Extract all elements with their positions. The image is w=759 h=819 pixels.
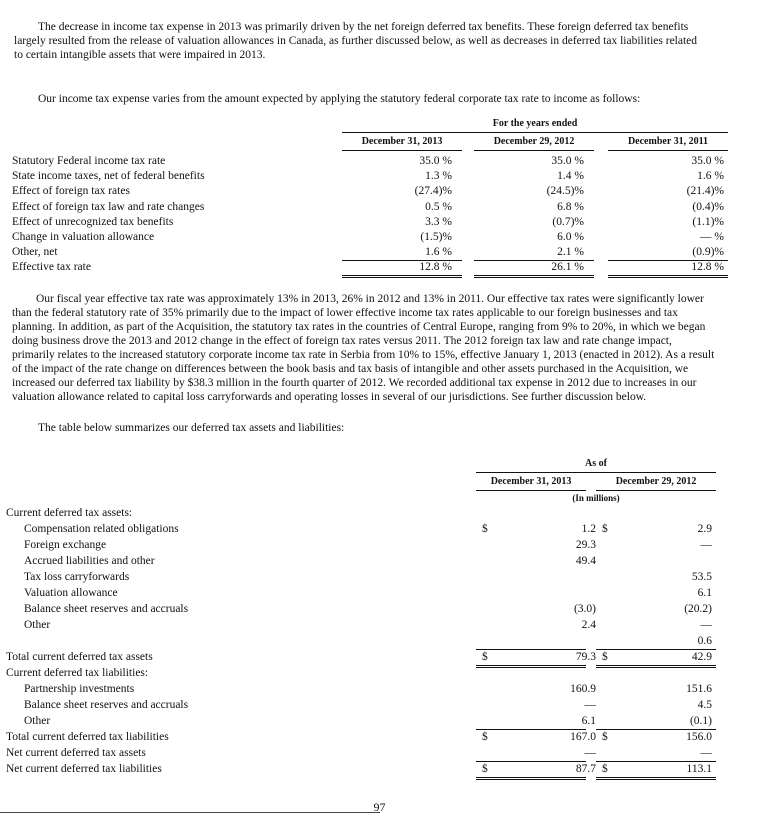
rate-row-label: Effect of foreign tax law and rate changes (12, 200, 205, 213)
deferred-value: 49.4 (575, 555, 596, 567)
deferred-row (6, 762, 716, 776)
rate-row (12, 260, 728, 274)
deferred-value: 2.4 (581, 619, 596, 631)
rate-value: 1.6 % (425, 246, 452, 259)
currency-sign: $ (602, 731, 608, 743)
deferred-row-label: Balance sheet reserves and accruals (24, 603, 189, 615)
deferred-row-label: Current deferred tax assets: (6, 507, 133, 519)
deferred-value: 2.9 (697, 523, 712, 535)
rate-value: (1.5)% (420, 231, 452, 243)
rate-row-label: State income taxes, net of federal benefits (12, 170, 205, 183)
deferred-value: 79.3 (575, 651, 596, 663)
deferred-row (6, 730, 716, 744)
deferred-row-label: Accrued liabilities and other (24, 555, 155, 567)
deferred-value: 6.1 (581, 715, 596, 727)
deferred-row (6, 602, 716, 616)
rate-value: 0.5 % (425, 200, 452, 213)
deferred-row-label: Total current deferred tax assets (6, 651, 153, 663)
deferred-row (6, 554, 716, 568)
rate-value: (24.5)% (546, 185, 584, 198)
deferred-value: (20.2) (684, 603, 712, 615)
rate-row-label: Effective tax rate (12, 261, 91, 274)
deferred-value: — (584, 699, 596, 711)
rate-row (12, 154, 728, 168)
effective-rate-paragraph: Our fiscal year effective tax rate was approximately 13% in 2013, 26% in 2012 and 13% in 2011. Our effective tax rates were significantly lower than the federal statutory rate of 35% primarily due to the impact of lower effective income tax rates applicable to our foreign businesses and tax planning. In addition, as part of the Acquisition, the statutory tax rates in the countries of Central Europe, ranging from 9% to 20%, in which we began doing business drove the 2013 and 2012 change in the effect of foreign tax rates versus 2011. The 2012 foreign tax law and rate change impact, primarily relates to the increased statutory corporate income tax rate in Serbia from 10% to 15%, effective January 1, 2013 (enacted in 2012). As a result of the impact of the rate change on differences between the book basis and tax basis of intangible and other assets purchased in the Acquisition, we increased our deferred tax liability by $38.3 million in the fourth quarter of 2012. We recorded additional tax expense in 2012 due to increases in our valuation allowance related to capital loss carryforwards and operating losses in several of our jurisdictions. See further discussion below. (12, 293, 715, 403)
page-number: 97 (373, 800, 386, 814)
deferred-group-header: As of (585, 458, 607, 469)
deferred-row (6, 666, 716, 680)
deferred-value: 29.3 (575, 539, 596, 551)
deferred-table-intro: The table below summarizes our deferred tax assets and liabilities: (38, 422, 345, 434)
deferred-value: 156.0 (686, 731, 712, 743)
deferred-row-label: Compensation related obligations (24, 523, 179, 535)
rate-row-label: Change in valuation allowance (12, 231, 155, 243)
rate-col-2012: December 29, 2012 (493, 136, 575, 147)
deferred-row (6, 714, 716, 728)
rate-value: 2.1 % (557, 246, 584, 259)
rate-value: 26.1 % (551, 261, 584, 274)
rate-row-label: Effect of unrecognized tax benefits (12, 215, 174, 228)
deferred-row (6, 650, 716, 664)
deferred-row (6, 618, 716, 632)
deferred-value: 151.6 (686, 683, 712, 695)
rate-value: (21.4)% (686, 185, 724, 198)
currency-sign: $ (482, 523, 488, 535)
deferred-row-label: Valuation allowance (24, 587, 118, 599)
deferred-row-label: Other (24, 619, 51, 631)
deferred-row (6, 506, 716, 520)
deferred-col-2013: December 31, 2013 (490, 476, 572, 487)
deferred-value: (3.0) (573, 603, 596, 615)
deferred-value: 87.7 (575, 763, 596, 775)
currency-sign: $ (482, 731, 488, 743)
rate-group-header: For the years ended (492, 118, 578, 129)
deferred-row (6, 538, 716, 552)
currency-sign: $ (602, 763, 608, 775)
deferred-value: 1.2 (581, 523, 596, 535)
deferred-value: — (584, 747, 596, 759)
rate-value: — % (700, 231, 724, 243)
deferred-row-label: Foreign exchange (24, 539, 107, 551)
rate-row (12, 184, 728, 198)
rate-value: 12.8 % (691, 261, 724, 274)
rate-value: (0.4)% (692, 200, 724, 213)
rate-value: 1.4 % (557, 170, 584, 183)
deferred-row-label: Current deferred tax liabilities: (6, 667, 149, 679)
rate-value: (0.9)% (692, 246, 724, 259)
deferred-value: — (700, 539, 712, 551)
deferred-col-2012: December 29, 2012 (615, 476, 697, 487)
deferred-value: — (700, 747, 712, 759)
deferred-value: 0.6 (697, 635, 712, 647)
deferred-row (6, 634, 716, 648)
rate-value: (1.1)% (692, 215, 724, 228)
currency-sign: $ (602, 523, 608, 535)
deferred-row-label: Net current deferred tax assets (6, 747, 146, 759)
deferred-value: 4.5 (697, 699, 712, 711)
deferred-value: 167.0 (570, 731, 596, 743)
rate-value: 6.8 % (557, 200, 584, 213)
deferred-row (6, 698, 716, 712)
rate-value: 6.0 % (557, 231, 584, 243)
deferred-row-label: Total current deferred tax liabilities (6, 731, 169, 743)
deferred-row-label: Partnership investments (24, 683, 135, 695)
rate-value: 35.0 % (419, 155, 452, 167)
rate-col-2011: December 31, 2011 (627, 136, 709, 147)
rate-value: (27.4)% (414, 185, 452, 198)
deferred-value: 6.1 (697, 587, 712, 599)
rate-row (12, 245, 728, 259)
deferred-value: 113.1 (686, 763, 712, 775)
deferred-row (6, 586, 716, 600)
deferred-value: 160.9 (570, 683, 596, 695)
rate-value: (0.7)% (552, 215, 584, 228)
deferred-row-label: Other (24, 715, 51, 727)
rate-row-label: Other, net (12, 246, 58, 259)
rate-row (12, 230, 728, 244)
currency-sign: $ (482, 763, 488, 775)
rate-table-intro: Our income tax expense varies from the amount expected by applying the statutory federal corporate tax rate to income as follows: (38, 93, 641, 105)
rate-value: 1.6 % (697, 170, 724, 183)
deferred-row (6, 746, 716, 760)
rate-row (12, 215, 728, 229)
rate-row-label: Statutory Federal income tax rate (12, 155, 166, 167)
deferred-row (6, 522, 716, 536)
deferred-row-label: Net current deferred tax liabilities (6, 763, 162, 775)
rate-row (12, 200, 728, 214)
rate-value: 3.3 % (425, 215, 452, 228)
deferred-value: (0.1) (689, 715, 712, 727)
rate-value: 12.8 % (419, 261, 452, 274)
deferred-row (6, 570, 716, 584)
deferred-value: — (700, 619, 712, 631)
deferred-row-label: Balance sheet reserves and accruals (24, 699, 189, 711)
deferred-value: 42.9 (691, 651, 712, 663)
rate-value: 35.0 % (691, 155, 724, 167)
deferred-value: 53.5 (691, 571, 712, 583)
deferred-row (6, 682, 716, 696)
intro-paragraph: The decrease in income tax expense in 2013 was primarily driven by the net foreign deferred tax benefits. These foreign deferred tax benefits largely resulted from the release of valuation allowances in Canada, as further discussed below, as well as decreases in deferred tax liabilities related to certain intangible assets that were impaired in 2013. (14, 21, 698, 61)
rate-row (12, 169, 728, 183)
deferred-row-label: Tax loss carryforwards (24, 571, 130, 583)
rate-row-label: Effect of foreign tax rates (12, 185, 130, 198)
rate-col-2013: December 31, 2013 (361, 136, 443, 147)
currency-sign: $ (602, 651, 608, 663)
rate-value: 1.3 % (425, 170, 452, 183)
rate-value: 35.0 % (551, 155, 584, 167)
currency-sign: $ (482, 651, 488, 663)
units-label: (In millions) (572, 493, 620, 503)
